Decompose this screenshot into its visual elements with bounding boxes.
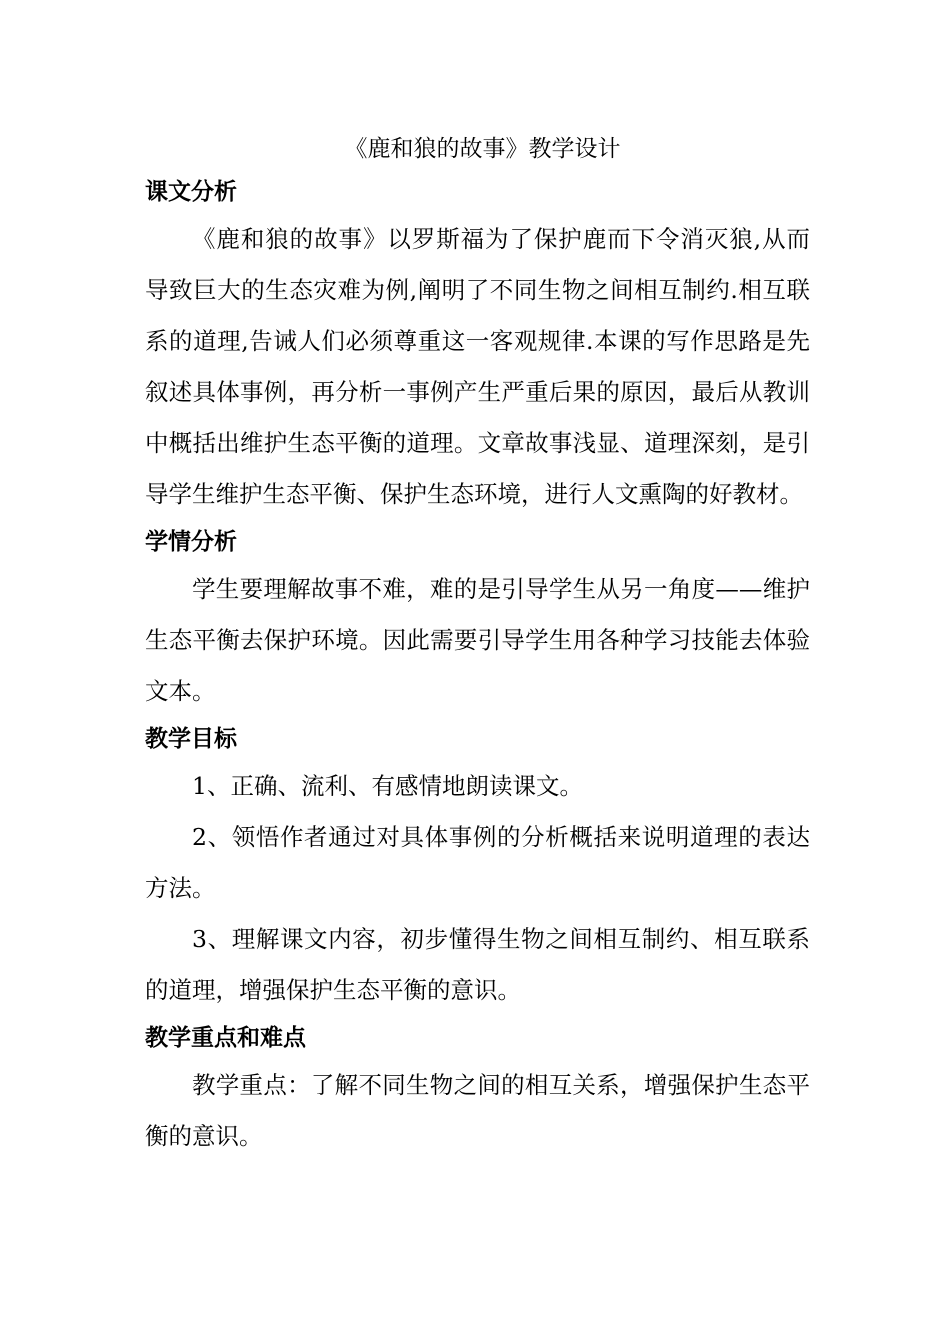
goal-item: 3、理解课文内容，初步懂得生物之间相互制约、相互联系的道理，增强保护生态平衡的意识。 [145, 925, 810, 1004]
section-heading: 教学重点和难点 [145, 1025, 306, 1051]
goal-item: 2、领悟作者通过对具体事例的分析概括来说明道理的表达方法。 [145, 823, 810, 902]
section-teaching-goals [145, 717, 810, 1016]
document-page [145, 128, 810, 1162]
paragraph: 学生要理解故事不难，难的是引导学生从另一角度——维护生态平衡去保护环境。因此需要引导学生用各种学习技能去体验文本。 [145, 575, 810, 705]
section-text-analysis [145, 170, 810, 520]
section-key-points [145, 1016, 810, 1162]
paragraph: 《鹿和狼的故事》以罗斯福为了保护鹿而下令消灭狼,从而导致巨大的生态灾难为例,阐明了不同生物之间相互制约.相互联系的道理,告诫人们必须尊重这一客观规律.本课的写作思路是先叙述具体事例，再分析一事例产生严重后果的原因，最后从教训中概括出维护生态平衡的道理。文章故事浅显、道理深刻，是引导学生维护生态平衡、保护生态环境，进行人文熏陶的好教材。 [145, 225, 810, 508]
goal-item: 1、正确、流利、有感情地朗读课文。 [192, 772, 583, 800]
paragraph: 教学重点：了解不同生物之间的相互关系，增强保护生态平衡的意识。 [145, 1071, 810, 1150]
section-student-analysis [145, 520, 810, 717]
section-heading: 教学目标 [145, 726, 237, 752]
document-title: 《鹿和狼的故事》教学设计 [344, 136, 621, 162]
section-heading: 学情分析 [145, 529, 237, 555]
section-heading: 课文分析 [145, 179, 237, 205]
